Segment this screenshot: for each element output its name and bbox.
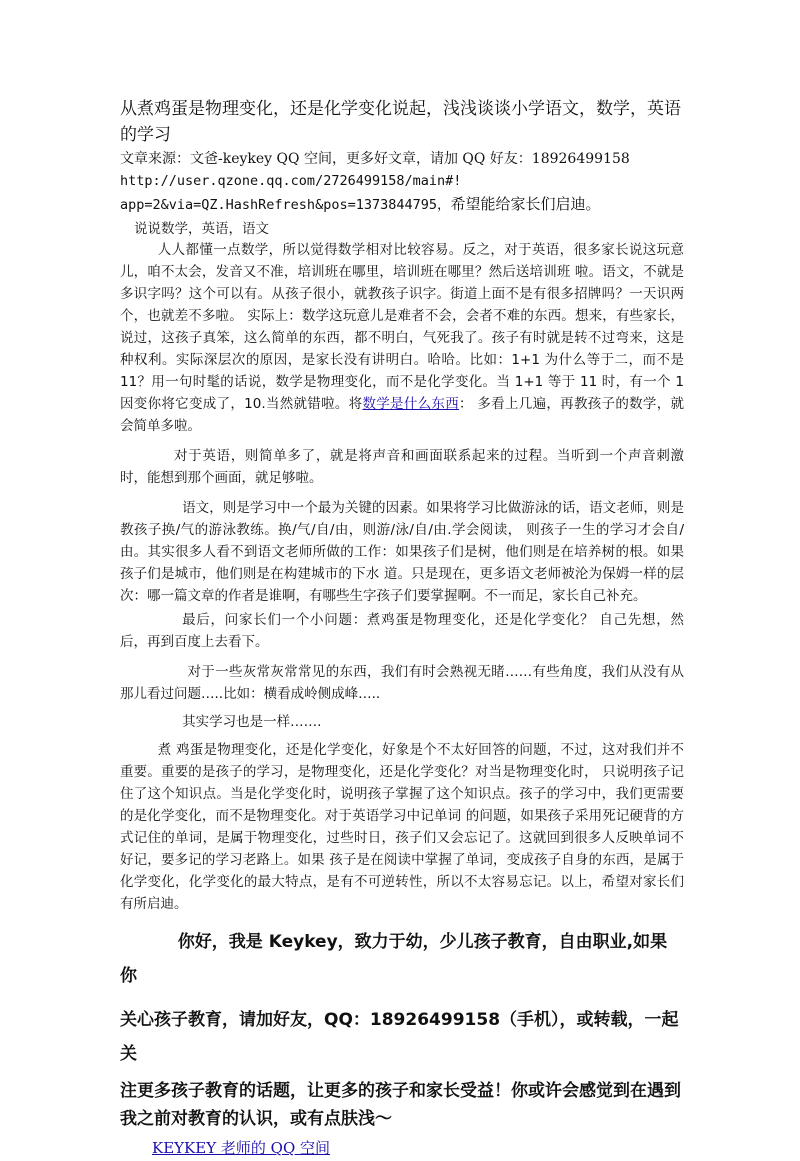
closing-line1: 你好，我是 Keykey，致力于幼，少儿孩子教育，自由职业,如果你 (120, 932, 668, 986)
article-title: 从煮鸡蛋是物理变化，还是化学变化说起，浅浅谈谈小学语文，数学，英语的学习 (120, 99, 681, 145)
document-page (120, 96, 684, 1161)
qzone-url-line2 (120, 193, 684, 217)
paragraph-question: 最后，问家长们一个小问题：煮鸡蛋是物理变化，还是化学变化？ 自己先想，然后，再到百度上去看下。 (120, 612, 684, 650)
paragraph-chinese: 语文，则是学习中一个最为关键的因素。如果将学习比做游泳的话，语文老师，则是教孩子换/气的游泳教练。换/气/自/由，则游/泳/自/由.学会阅读， 则孩子一生的学习才会自/由。其实很多人看不到语文老师所做的工作：如果孩子们是树，他们则是在培养树的根。如果孩子们是城市，他们则是在构建城市的下水 道。只是现在，更多语文老师被沦为保姆一样的层次：哪一篇文章的作者是谁啊，有哪些生字孩子们要掌握啊。不一而足，家长自己补充。 (120, 500, 684, 604)
qzone-url-text[interactable]: app=2&via=QZ.HashRefresh&pos=1373844795， (120, 197, 451, 213)
paragraph-learning: 其实学习也是一样……. (182, 714, 322, 730)
qzone-link[interactable]: KEYKEY 老师的 QQ 空间 (152, 1139, 331, 1157)
article-source: 文章来源：文爸-keykey QQ 空间，更多好文章，请加 QQ 好友：18926499158 (120, 151, 630, 167)
math-article-link[interactable]: 数学是什么东西 (362, 396, 460, 412)
paragraph-math-text: 人人都懂一点数学，所以觉得数学相对比较容易。反之，对于英语，很多家长说这玩意儿，咱不太会，发音又不准，培训班在哪里，培训班在哪里？然后送培训班 啦。语文，不就是多识字吗？这个可以有。从孩子很小，就教孩子识字。街道上面不是有很多招牌吗？一天识两个，也就差不多啦。 实际上：数学这玩意儿是难者不会，会者不难的东西。想来，有些家长，说过，这孩子真笨，这么简单的东西，都不明白，气死我了。孩子有时就是转不过弯来，这是种权利。实际深层次的原因，是家长没有讲明白。哈哈。比如：1+1 为什么等于二，而不是 11？用一句时髦的话说，数学是物理变化，而不是化学变化。当 1+1 等于 11 时，有一个 1 因变你将它变成了，10.当然就错啦。将 (120, 242, 684, 412)
closing-line3: 注更多孩子教育的话题，让更多的孩子和家长受益！你或许会感觉到在遇到我之前对教育的认识，或有点肤浅～ (120, 1081, 681, 1129)
paragraph-egg: 煮 鸡蛋是物理变化，还是化学变化，好象是个不太好回答的问题，不过，这对我们并不重要。重要的是孩子的学习，是物理变化，还是化学变化？对当是物理变化时， 只说明孩子记住了这个知识点。当是化学变化时，说明孩子掌握了这个知识点。孩子的学习中，我们更需要的是化学变化，而不是物理变化。对于英语学习中记单词 的问题，如果孩子采用死记硬背的方式记住的单词，是属于物理变化，过些时日，孩子们又会忘记了。这就回到很多人反映单词不好记，要多记的学习老路上。如果 孩子是在阅读中掌握了单词，变成孩子自身的东西，是属于化学变化，化学变化的最大特点，是有不可逆转性，所以不太容易忘记。以上，希望对家长们有所启迪。 (120, 742, 684, 912)
url-tail-text: 希望能给家长们启迪。 (450, 195, 601, 213)
section-subtitle: 说说数学，英语，语文 (134, 221, 269, 237)
paragraph-english: 对于英语，则简单多了，就是将声音和画面联系起来的过程。当听到一个声音刺激时，能想到那个画面，就足够啦。 (120, 448, 684, 486)
paragraph-math-after: ： 多看上几遍，再教孩子的数学，就会简单多啦。 (120, 396, 684, 434)
qzone-url-line1[interactable]: http://user.qzone.qq.com/2726499158/main#! (120, 173, 462, 189)
paragraph-math (120, 239, 684, 437)
closing-line2: 关心孩子教育，请加好友，QQ：18926499158（手机），或转载，一起关 (120, 1010, 679, 1064)
paragraph-observation: 对于一些灰常灰常常见的东西，我们有时会熟视无睹……有些角度，我们从没有从那儿看过问题…..比如：横看成岭侧成峰….. (120, 664, 684, 702)
